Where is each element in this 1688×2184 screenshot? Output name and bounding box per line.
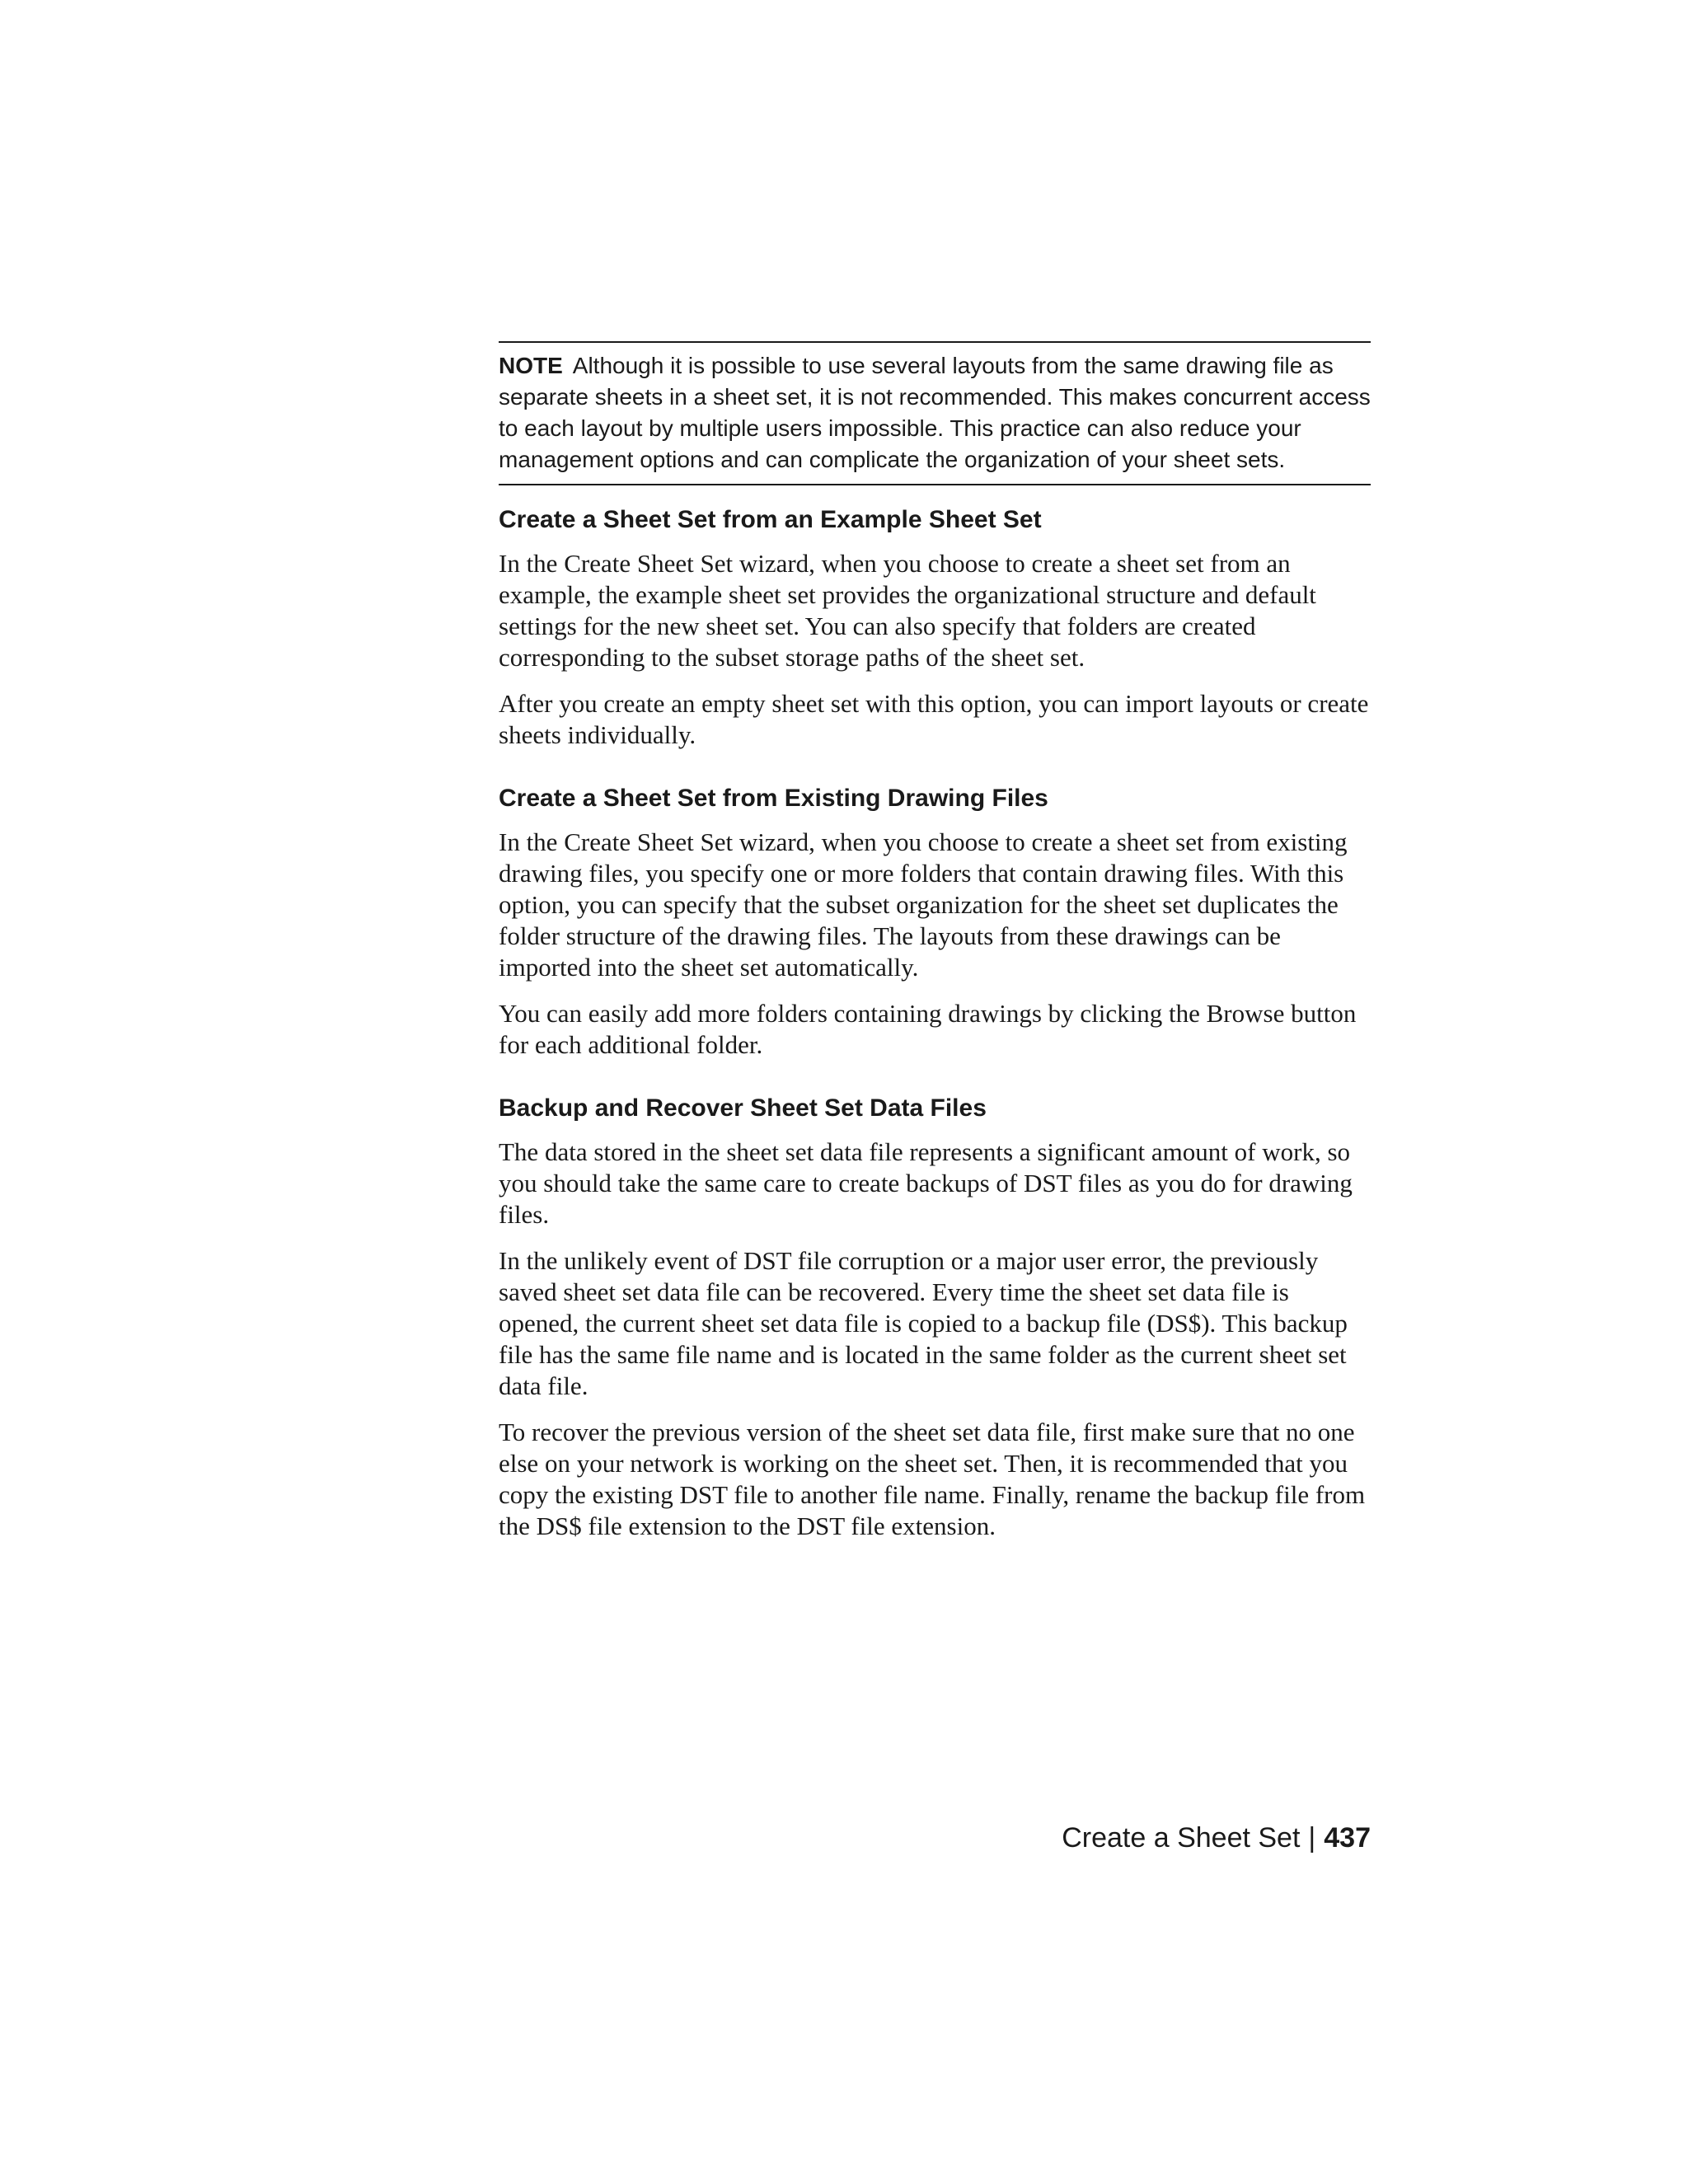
note-label: NOTE xyxy=(499,353,563,378)
body-paragraph: In the unlikely event of DST file corruption or a major user error, the previously saved sheet set data file can be recovered. Every time the sheet set data file is opened, the current sheet set data file is copied to a backup file (DS$). This backup file has the same file name and is located in the same folder as the current sheet set data file. xyxy=(499,1246,1348,1400)
body-paragraph: The data stored in the sheet set data file represents a significant amount of work, so you should take the same care to create backups of DST files as you do for drawing files. xyxy=(499,1137,1353,1229)
body-paragraph: After you create an empty sheet set with this option, you can import layouts or create sheets individually. xyxy=(499,689,1369,749)
section-heading: Create a Sheet Set from an Example Sheet Set xyxy=(499,506,1042,533)
section-heading: Create a Sheet Set from Existing Drawing Files xyxy=(499,785,1048,812)
body-paragraph: To recover the previous version of the sheet set data file, first make sure that no one else on your network is working on the sheet set. Then, it is recommended that you copy the existing DST file to another file name. Finally, rename the backup file from the DS$ file extension to the DST file extension. xyxy=(499,1418,1366,1540)
page-number: 437 xyxy=(1324,1822,1371,1854)
page-content xyxy=(499,341,1371,1557)
footer-section-title: Create a Sheet Set xyxy=(1062,1822,1301,1854)
note-text: Although it is possible to use several layouts from the same drawing file as separate sheets in a sheet set, it is not recommended. This makes concurrent access to each layout by multiple users impossible. This practice can also reduce your management options and can complicate the organization of your sheet sets. xyxy=(499,353,1371,472)
body-paragraph: You can easily add more folders containing drawings by clicking the Browse button for each additional folder. xyxy=(499,999,1357,1059)
note-box xyxy=(499,341,1371,485)
body-paragraph: In the Create Sheet Set wizard, when you choose to create a sheet set from an example, the example sheet set provides the organizational structure and default settings for the new sheet set. You can also specify that folders are created corresponding to the subset storage paths of the sheet set. xyxy=(499,549,1316,672)
section-heading: Backup and Recover Sheet Set Data Files xyxy=(499,1094,987,1122)
body-paragraph: In the Create Sheet Set wizard, when you choose to create a sheet set from existing drawing files, you specify one or more folders that contain drawing files. With this option, you can specify that the subset organization for the sheet set duplicates the folder structure of the drawing files. The layouts from these drawings can be imported into the sheet set automatically. xyxy=(499,827,1348,982)
page-footer xyxy=(1062,1820,1371,1856)
footer-separator: | xyxy=(1308,1822,1316,1854)
